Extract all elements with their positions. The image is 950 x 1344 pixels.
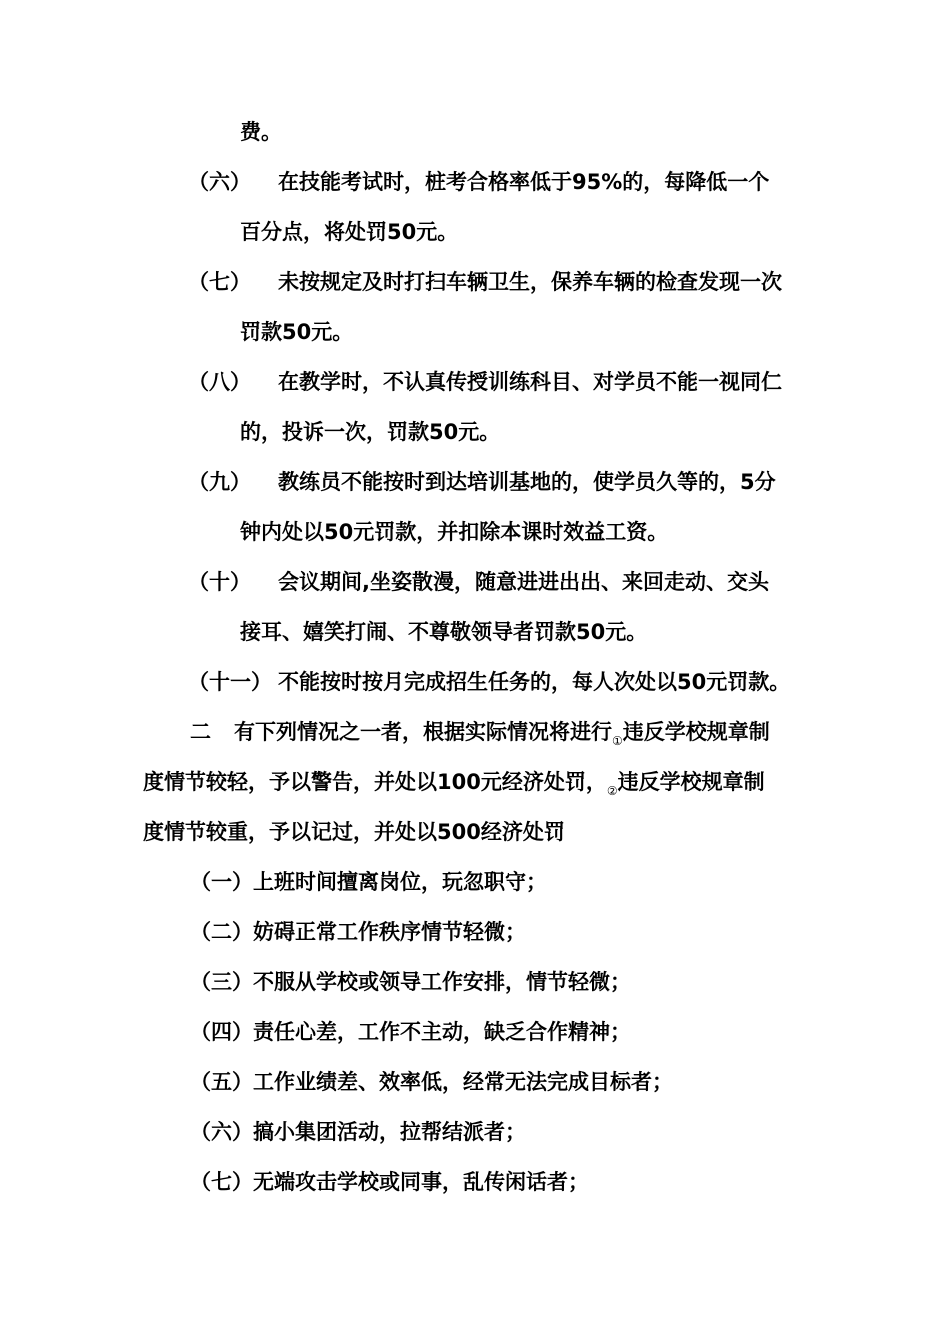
circled-number-1: ① bbox=[612, 734, 623, 748]
section-paragraph bbox=[143, 767, 765, 806]
list-item: （三）不服从学校或领导工作安排，情节轻微； bbox=[190, 970, 631, 994]
item-number: （九） bbox=[188, 470, 251, 494]
item-number: （十） bbox=[188, 570, 251, 594]
list-item: （一）上班时间擅离岗位，玩忽职守； bbox=[190, 870, 547, 894]
list-item: （四）责任心差，工作不主动，缺乏合作精神； bbox=[190, 1020, 631, 1044]
section-heading-tail: 违反学校规章制 bbox=[622, 720, 770, 744]
item-text: 会议期间,坐姿散漫，随意进进出出、来回走动、交头 bbox=[278, 570, 769, 594]
item-text: 不能按时按月完成招生任务的，每人次处以50元罚款。 bbox=[278, 670, 791, 694]
list-item: （二）妨碍正常工作秩序情节轻微； bbox=[190, 920, 526, 944]
item-text-cont: 百分点，将处罚50元。 bbox=[240, 220, 459, 244]
section-text: 度情节较轻，予以警告，并处以100元经济处罚， bbox=[143, 770, 607, 794]
section-paragraph-end: 度情节较重，予以记过，并处以500经济处罚 bbox=[143, 820, 565, 844]
item-number: （七） bbox=[188, 270, 251, 294]
section-number: 二 bbox=[190, 720, 211, 744]
item-text: 在教学时，不认真传授训练科目、对学员不能一视同仁 bbox=[278, 370, 782, 394]
section-heading-text: 有下列情况之一者，根据实际情况将进行 bbox=[234, 720, 612, 744]
item-text: 教练员不能按时到达培训基地的，使学员久等的，5分 bbox=[278, 470, 776, 494]
item-number: （十一） bbox=[188, 670, 272, 694]
item-text: 在技能考试时，桩考合格率低于95%的，每降低一个 bbox=[278, 170, 770, 194]
item-text-cont: 接耳、嬉笑打闹、不尊敬领导者罚款50元。 bbox=[240, 620, 648, 644]
item-text-cont: 罚款50元。 bbox=[240, 320, 354, 344]
item-text-cont: 的，投诉一次，罚款50元。 bbox=[240, 420, 501, 444]
section-text-tail: 违反学校规章制 bbox=[617, 770, 765, 794]
item-text: 未按规定及时打扫车辆卫生，保养车辆的检查发现一次 bbox=[278, 270, 782, 294]
item-text-cont: 钟内处以50元罚款，并扣除本课时效益工资。 bbox=[240, 520, 669, 544]
continued-text: 费。 bbox=[240, 120, 282, 144]
item-number: （六） bbox=[188, 170, 251, 194]
item-number: （八） bbox=[188, 370, 251, 394]
section-heading bbox=[234, 717, 770, 756]
circled-number-2: ② bbox=[606, 784, 618, 798]
list-item: （五）工作业绩差、效率低，经常无法完成目标者； bbox=[190, 1070, 673, 1094]
list-item: （六）搞小集团活动，拉帮结派者； bbox=[190, 1120, 526, 1144]
list-item: （七）无端攻击学校或同事，乱传闲话者； bbox=[190, 1170, 589, 1194]
